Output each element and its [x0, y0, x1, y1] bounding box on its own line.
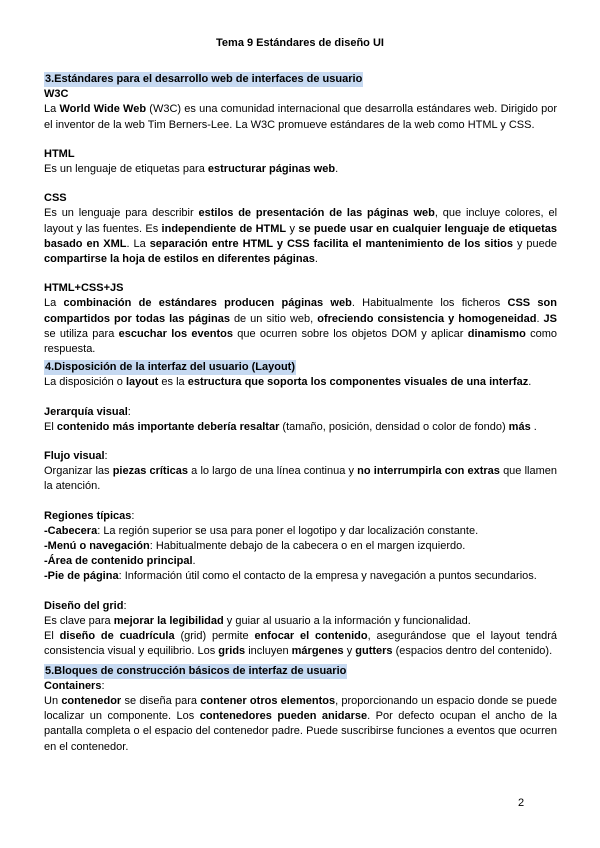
- subheading-regiones: Regiones típicas:: [44, 509, 135, 522]
- subheading-containers: Containers:: [44, 679, 105, 692]
- paragraph-flujo: Organizar las piezas críticas a lo largo de una línea continua y no interrumpirla con extras que llamen la atención.: [44, 465, 557, 493]
- list-item: -Pie de página: Información útil como el contacto de la empresa y navegación a puntos secundarios.: [44, 570, 537, 583]
- subheading-jerarquia: Jerarquía visual:: [44, 405, 131, 418]
- list-item: -Área de contenido principal.: [44, 555, 196, 568]
- subheading-html-css-js: HTML+CSS+JS: [44, 282, 124, 295]
- subheading-w3c: W3C: [44, 88, 69, 101]
- section-heading: 5.Bloques de construcción básicos de interfaz de usuario: [44, 664, 347, 679]
- paragraph-jerarquia: El contenido más importante debería resaltar (tamaño, posición, densidad o color de fondo) más .: [44, 420, 537, 433]
- list-item: -Menú o navegación: Habitualmente debajo de la cabecera o en el margen izquierdo.: [44, 540, 466, 553]
- paragraph-w3c: La World Wide Web (W3C) es una comunidad internacional que desarrolla estándares web. Dirigido por el inventor de la web Tim Berners-Lee. La W3C promueve estándares de la web como HTML y CSS.: [44, 103, 557, 131]
- paragraph-css: Es un lenguaje para describir estilos de presentación de las páginas web, que incluye colores, el layout y las fuentes. Es independiente de HTML y se puede usar en cualquier lenguaje de etiquetas basado en XML. La separación entre HTML y CSS facilita el mantenimiento de los sitios y puede compartirse la hoja de estilos en diferentes páginas.: [44, 207, 558, 266]
- subheading-flujo: Flujo visual:: [44, 450, 108, 463]
- paragraph-html-css-js: La combinación de estándares producen páginas web. Habitualmente los ficheros CSS son compartidos por todas las páginas de un sitio web, ofreciendo consistencia y homogeneidad. JS se utiliza para escuchar los eventos que ocurren sobre los objetos DOM y aplicar dinamismo como respuesta.: [44, 297, 557, 356]
- section-heading: 4.Disposición de la interfaz del usuario (Layout): [44, 360, 296, 375]
- subheading-grid: Diseño del grid:: [44, 599, 127, 612]
- paragraph-html: Es un lenguaje de etiquetas para estructurar páginas web.: [44, 163, 339, 176]
- page-title: Tema 9 Estándares de diseño UI: [216, 37, 384, 49]
- list-item: -Cabecera: La región superior se usa para poner el logotipo y dar localización constante.: [44, 524, 479, 537]
- paragraph-layout-intro: La disposición o layout es la estructura que soporta los componentes visuales de una interfaz.: [44, 376, 532, 389]
- section-heading: 3.Estándares para el desarrollo web de interfaces de usuario: [44, 72, 363, 87]
- page-number: 2: [518, 797, 525, 809]
- subheading-css: CSS: [44, 192, 67, 205]
- subheading-html: HTML: [44, 147, 75, 160]
- paragraph-grid-2: El diseño de cuadrícula (grid) permite enfocar el contenido, asegurándose que el layout tendrá consistencia visual y equilibrio. Los grids incluyen márgenes y gutters (espacios dentro del contenido).: [44, 630, 558, 658]
- paragraph-grid-1: Es clave para mejorar la legibilidad y guiar al usuario a la información y funcionalidad.: [44, 614, 471, 627]
- paragraph-containers: Un contenedor se diseña para contener otros elementos, proporcionando un espacio donde se puede localizar un componente. Los contenedores pueden anidarse. Por defecto ocupan el ancho de la pantalla completa o el espacio del contenedor padre. Puede suscribirse funciones a eventos que ocurren en el contenedor.: [44, 694, 557, 753]
- document-body: [44, 72, 557, 755]
